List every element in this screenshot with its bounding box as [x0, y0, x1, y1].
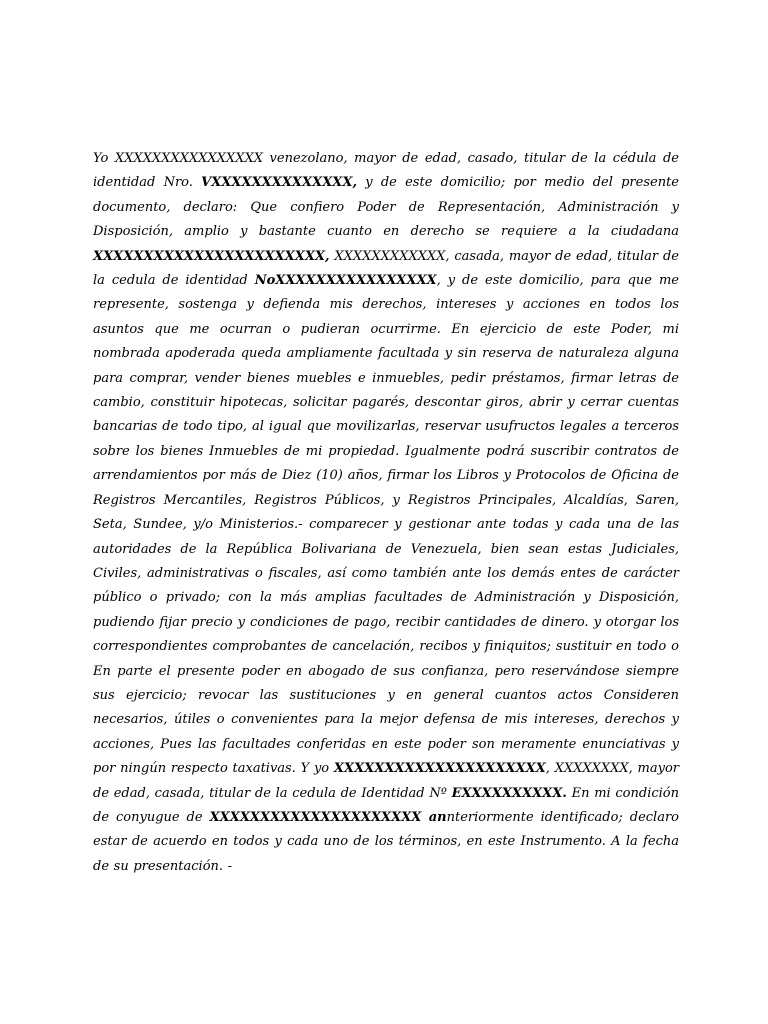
text-segment: Yo XXXXXXXXXXXXXXXX venezolano, mayor de edad, casado, titular de la cédula de identidad Nro. [93, 151, 679, 191]
text-segment: En mi condición de conyugue de [93, 785, 679, 825]
grantor-name-bold: XXXXXXXXXXXXXXXXXXXXX an [209, 809, 447, 825]
text-segment: , y de este domicilio, para que me represente, sostenga y defienda mis derechos, intereses y acciones en todos los asuntos que me ocurran o pudieran ocurrirme. En ejercicio de este Poder, mi nombrada apoderada queda ampliamente facultada y sin reserva de naturaleza alguna para comprar, vender bienes muebles e inmuebles, pedir préstamos, firmar letras de cambio, constituir hipotecas, solicitar pagarés, descontar giros, abrir y cerrar cuentas bancarias de todo tipo, al igual que movilizarlas, reservar usufructos legales a terceros sobre los bienes Inmuebles de mi propiedad. Igualmente podrá suscribir contratos de arrendamientos por más de Diez (10) años, firmar los Libros y Protocolos de Oficina de Registros Mercantiles, Registros Públicos, y Registros Principales, Alcaldías, Saren, Seta, Sundee, y/o Ministerios.- comparecer y gestionar ante todas y cada una de las autoridades de la República Bolivariana de Venezuela, bien sean estas Judiciales, Civiles, administrativas o fiscales, así como también ante los demás entes de carácter público o privado; con la más amplias facultades de Administración y Disposición, pudiendo fijar precio y condiciones de pago, recibir cantidades de dinero. y otorgar los correspondientes comprobantes de cancelación, recibos y finiquitos; sustituir en todo o En parte el presente poder en abogado de sus confianza, pero reservándose siempre sus ejercicio; revocar las sustituciones y en general cuantos actos Consideren necesarios, útiles o convenientes para la mejor defensa de mis intereses, derechos y acciones, Pues las facultades conferidas en este poder son meramente enunciativas y por ningún respecto taxativas. Y yo [93, 273, 679, 777]
spouse-id-bold: EXXXXXXXXXX. [451, 785, 567, 801]
text-segment: y de este domicilio; por medio del presente documento, declaro: Que confiero Poder de Representación, Administración y Disposición, amplio y bastante cuanto en derecho se requiere a la ciudadana [93, 175, 679, 240]
power-of-attorney-paragraph [93, 147, 679, 879]
text-segment: nteriormente identificado; declaro estar de acuerdo en todos y cada uno de los términos, en este Instrumento. A la fecha de su presentación. - [93, 809, 679, 874]
spouse-name-bold: XXXXXXXXXXXXXXXXXXXXX [333, 761, 546, 777]
text-segment: , XXXXXXXX, mayor de edad, casada, titular de la cedula de Identidad Nº [93, 761, 679, 801]
text-segment: XXXXXXXXXXXX, casada, mayor de edad, titular de la cedula de identidad [93, 248, 679, 289]
attorney-name-bold: XXXXXXXXXXXXXXXXXXXXXXX, [93, 248, 330, 264]
id-number-bold: VXXXXXXXXXXXXXX, [201, 175, 357, 191]
attorney-id-bold: NoXXXXXXXXXXXXXXXX [254, 273, 437, 289]
document-page [93, 147, 679, 879]
